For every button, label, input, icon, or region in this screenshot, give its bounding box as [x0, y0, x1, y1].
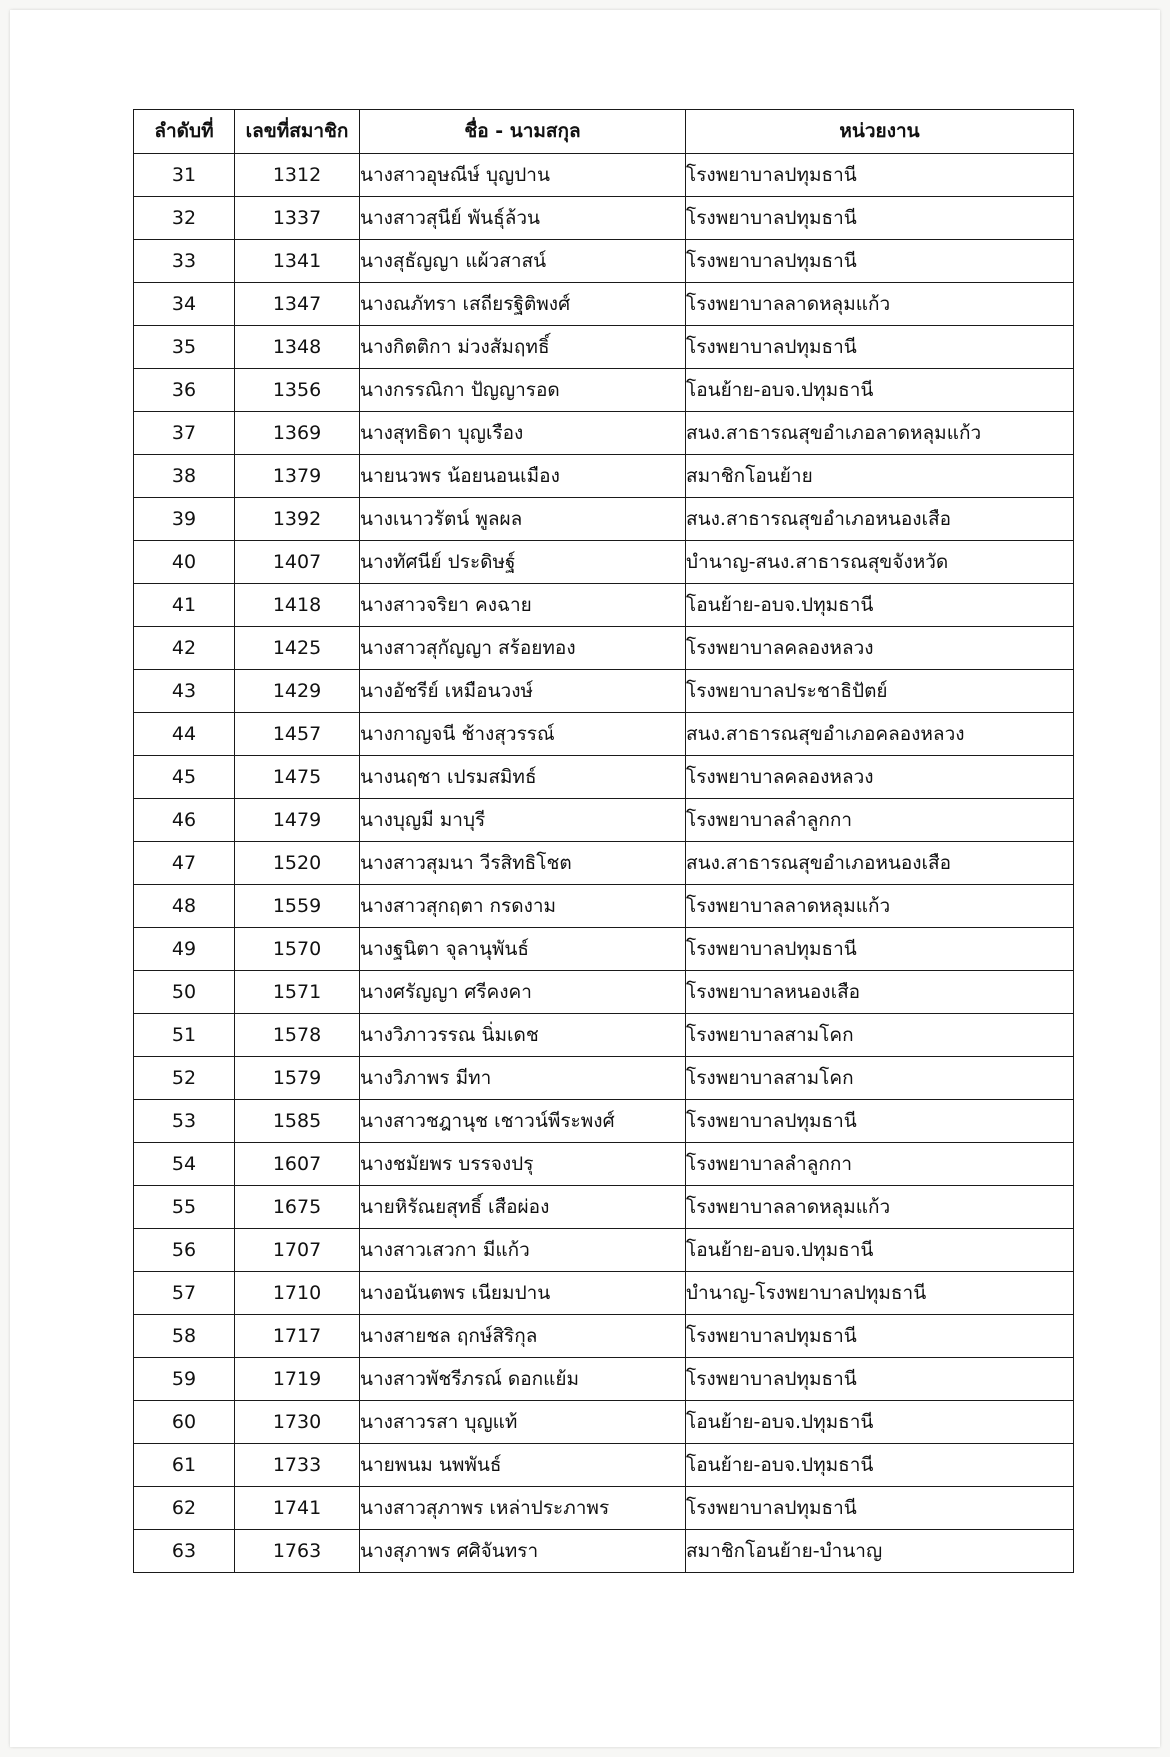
full-name-cell: นางสุธัญญา แผ้วสาสน์: [360, 240, 686, 283]
member-id-cell: 1559: [235, 885, 360, 928]
order-no-cell: 49: [134, 928, 235, 971]
full-name-cell: นางอัชรีย์ เหมือนวงษ์: [360, 670, 686, 713]
table-row: [134, 240, 1074, 283]
order-no-cell: 45: [134, 756, 235, 799]
unit-cell: โอนย้าย-อบจ.ปทุมธานี: [686, 1401, 1074, 1444]
full-name-cell: นางเนาวรัตน์ พูลผล: [360, 498, 686, 541]
member-table: [133, 109, 1074, 1573]
full-name-cell: นางสุทธิดา บุญเรือง: [360, 412, 686, 455]
order-no-cell: 53: [134, 1100, 235, 1143]
order-no-cell: 39: [134, 498, 235, 541]
member-id-cell: 1356: [235, 369, 360, 412]
unit-cell: โรงพยาบาลสามโคก: [686, 1014, 1074, 1057]
member-id-cell: 1719: [235, 1358, 360, 1401]
full-name-cell: นางบุญมี มาบุรี: [360, 799, 686, 842]
unit-cell: โรงพยาบาลประชาธิปัตย์: [686, 670, 1074, 713]
table-row: [134, 713, 1074, 756]
table-row: [134, 1272, 1074, 1315]
full-name-cell: นางฐนิตา จุลานุพันธ์: [360, 928, 686, 971]
order-no-cell: 54: [134, 1143, 235, 1186]
table-row: [134, 1057, 1074, 1100]
member-id-cell: 1741: [235, 1487, 360, 1530]
unit-cell: สนง.สาธารณสุขอำเภอลาดหลุมแก้ว: [686, 412, 1074, 455]
full-name-cell: นางสาวสุมนา วีรสิทธิโชต: [360, 842, 686, 885]
full-name-cell: นายหิรัณยสุทธิ์ เสือผ่อง: [360, 1186, 686, 1229]
member-id-cell: 1479: [235, 799, 360, 842]
unit-cell: โรงพยาบาลปทุมธานี: [686, 240, 1074, 283]
member-id-cell: 1407: [235, 541, 360, 584]
table-row: [134, 1315, 1074, 1358]
member-id-cell: 1730: [235, 1401, 360, 1444]
full-name-cell: นางวิภาวรรณ นิ่มเดช: [360, 1014, 686, 1057]
order-no-cell: 52: [134, 1057, 235, 1100]
full-name-cell: นางสาวสุภาพร เหล่าประภาพร: [360, 1487, 686, 1530]
full-name-cell: นางสาวอุษณีษ์ บุญปาน: [360, 154, 686, 197]
order-no-cell: 42: [134, 627, 235, 670]
full-name-cell: นางวิภาพร มีทา: [360, 1057, 686, 1100]
table-row: [134, 627, 1074, 670]
unit-cell: โรงพยาบาลคลองหลวง: [686, 627, 1074, 670]
table-row: [134, 1444, 1074, 1487]
unit-cell: โรงพยาบาลลำลูกกา: [686, 799, 1074, 842]
full-name-cell: นางอนันตพร เนียมปาน: [360, 1272, 686, 1315]
unit-cell: โรงพยาบาลลำลูกกา: [686, 1143, 1074, 1186]
unit-cell: โรงพยาบาลคลองหลวง: [686, 756, 1074, 799]
order-no-cell: 34: [134, 283, 235, 326]
order-no-cell: 60: [134, 1401, 235, 1444]
full-name-cell: นางสายชล ฤกษ์สิริกุล: [360, 1315, 686, 1358]
member-id-cell: 1341: [235, 240, 360, 283]
table-row: [134, 1401, 1074, 1444]
order-no-cell: 44: [134, 713, 235, 756]
member-id-cell: 1733: [235, 1444, 360, 1487]
member-id-cell: 1571: [235, 971, 360, 1014]
table-header-row: [134, 110, 1074, 154]
unit-cell: โรงพยาบาลลาดหลุมแก้ว: [686, 885, 1074, 928]
member-id-cell: 1710: [235, 1272, 360, 1315]
full-name-cell: นางศรัญญา ศรีคงคา: [360, 971, 686, 1014]
unit-cell: โรงพยาบาลปทุมธานี: [686, 928, 1074, 971]
member-id-cell: 1348: [235, 326, 360, 369]
member-id-cell: 1585: [235, 1100, 360, 1143]
full-name-cell: นางสาวเสวกา มีแก้ว: [360, 1229, 686, 1272]
member-id-cell: 1418: [235, 584, 360, 627]
member-id-cell: 1475: [235, 756, 360, 799]
table-row: [134, 283, 1074, 326]
unit-cell: โรงพยาบาลปทุมธานี: [686, 326, 1074, 369]
order-no-cell: 59: [134, 1358, 235, 1401]
member-id-cell: 1392: [235, 498, 360, 541]
full-name-cell: นางทัศนีย์ ประดิษฐ์: [360, 541, 686, 584]
table-row: [134, 928, 1074, 971]
unit-cell: โรงพยาบาลปทุมธานี: [686, 197, 1074, 240]
unit-cell: โอนย้าย-อบจ.ปทุมธานี: [686, 369, 1074, 412]
table-row: [134, 756, 1074, 799]
unit-cell: โรงพยาบาลสามโคก: [686, 1057, 1074, 1100]
full-name-cell: นางสาวสุนีย์ พันธุ์ล้วน: [360, 197, 686, 240]
order-no-cell: 41: [134, 584, 235, 627]
order-no-cell: 35: [134, 326, 235, 369]
unit-cell: สนง.สาธารณสุขอำเภอหนองเสือ: [686, 842, 1074, 885]
unit-cell: สนง.สาธารณสุขอำเภอหนองเสือ: [686, 498, 1074, 541]
unit-cell: บำนาญ-สนง.สาธารณสุขจังหวัด: [686, 541, 1074, 584]
order-no-cell: 61: [134, 1444, 235, 1487]
unit-cell: โรงพยาบาลลาดหลุมแก้ว: [686, 1186, 1074, 1229]
order-no-cell: 58: [134, 1315, 235, 1358]
unit-cell: โอนย้าย-อบจ.ปทุมธานี: [686, 584, 1074, 627]
order-no-cell: 31: [134, 154, 235, 197]
unit-cell: สมาชิกโอนย้าย-บำนาญ: [686, 1530, 1074, 1573]
full-name-cell: นางกิตติกา ม่วงสัมฤทธิ์: [360, 326, 686, 369]
table-row: [134, 541, 1074, 584]
full-name-cell: นางสาวชฎานุช เชาวน์พีระพงศ์: [360, 1100, 686, 1143]
order-no-cell: 32: [134, 197, 235, 240]
member-id-cell: 1570: [235, 928, 360, 971]
table-row: [134, 369, 1074, 412]
member-id-cell: 1578: [235, 1014, 360, 1057]
unit-cell: โรงพยาบาลปทุมธานี: [686, 1315, 1074, 1358]
table-row: [134, 154, 1074, 197]
member-id-cell: 1379: [235, 455, 360, 498]
unit-cell: โรงพยาบาลปทุมธานี: [686, 1487, 1074, 1530]
order-no-cell: 62: [134, 1487, 235, 1530]
order-no-cell: 51: [134, 1014, 235, 1057]
order-no-cell: 33: [134, 240, 235, 283]
unit-cell: โรงพยาบาลลาดหลุมแก้ว: [686, 283, 1074, 326]
full-name-cell: นางสุภาพร ศศิจันทรา: [360, 1530, 686, 1573]
table-row: [134, 455, 1074, 498]
table-row: [134, 498, 1074, 541]
member-id-cell: 1675: [235, 1186, 360, 1229]
unit-cell: โอนย้าย-อบจ.ปทุมธานี: [686, 1229, 1074, 1272]
member-id-cell: 1763: [235, 1530, 360, 1573]
full-name-cell: นายนวพร น้อยนอนเมือง: [360, 455, 686, 498]
table-body: [134, 154, 1074, 1573]
table-row: [134, 1186, 1074, 1229]
table-row: [134, 412, 1074, 455]
full-name-cell: นางสาวสุกัญญา สร้อยทอง: [360, 627, 686, 670]
unit-cell: โรงพยาบาลปทุมธานี: [686, 154, 1074, 197]
unit-cell: สนง.สาธารณสุขอำเภอคลองหลวง: [686, 713, 1074, 756]
full-name-cell: นางนฤชา เปรมสมิทธ์: [360, 756, 686, 799]
member-id-cell: 1579: [235, 1057, 360, 1100]
order-no-cell: 48: [134, 885, 235, 928]
header-unit: หน่วยงาน: [686, 110, 1074, 154]
member-id-cell: 1369: [235, 412, 360, 455]
order-no-cell: 43: [134, 670, 235, 713]
order-no-cell: 50: [134, 971, 235, 1014]
member-id-cell: 1607: [235, 1143, 360, 1186]
table-row: [134, 1530, 1074, 1573]
table-row: [134, 1487, 1074, 1530]
table-row: [134, 584, 1074, 627]
header-full-name: ชื่อ - นามสกุล: [360, 110, 686, 154]
unit-cell: สมาชิกโอนย้าย: [686, 455, 1074, 498]
table-row: [134, 326, 1074, 369]
unit-cell: โรงพยาบาลปทุมธานี: [686, 1100, 1074, 1143]
order-no-cell: 56: [134, 1229, 235, 1272]
member-id-cell: 1337: [235, 197, 360, 240]
full-name-cell: นางสาวสุกฤตา กรดงาม: [360, 885, 686, 928]
member-id-cell: 1520: [235, 842, 360, 885]
member-id-cell: 1425: [235, 627, 360, 670]
table-row: [134, 885, 1074, 928]
order-no-cell: 46: [134, 799, 235, 842]
table-row: [134, 670, 1074, 713]
table-row: [134, 197, 1074, 240]
member-id-cell: 1707: [235, 1229, 360, 1272]
order-no-cell: 37: [134, 412, 235, 455]
document-page: [10, 10, 1160, 1747]
order-no-cell: 40: [134, 541, 235, 584]
order-no-cell: 47: [134, 842, 235, 885]
unit-cell: โรงพยาบาลหนองเสือ: [686, 971, 1074, 1014]
full-name-cell: นายพนม นพพันธ์: [360, 1444, 686, 1487]
member-id-cell: 1717: [235, 1315, 360, 1358]
unit-cell: โอนย้าย-อบจ.ปทุมธานี: [686, 1444, 1074, 1487]
full-name-cell: นางสาวพัชรีภรณ์ ดอกแย้ม: [360, 1358, 686, 1401]
full-name-cell: นางสาวจริยา คงฉาย: [360, 584, 686, 627]
order-no-cell: 38: [134, 455, 235, 498]
table-row: [134, 1014, 1074, 1057]
table-row: [134, 842, 1074, 885]
header-member-id: เลขที่สมาชิก: [235, 110, 360, 154]
member-id-cell: 1457: [235, 713, 360, 756]
order-no-cell: 57: [134, 1272, 235, 1315]
full-name-cell: นางสาวรสา บุญแท้: [360, 1401, 686, 1444]
table-row: [134, 1358, 1074, 1401]
table-row: [134, 1100, 1074, 1143]
table-row: [134, 971, 1074, 1014]
order-no-cell: 63: [134, 1530, 235, 1573]
order-no-cell: 55: [134, 1186, 235, 1229]
unit-cell: โรงพยาบาลปทุมธานี: [686, 1358, 1074, 1401]
member-id-cell: 1429: [235, 670, 360, 713]
member-id-cell: 1312: [235, 154, 360, 197]
unit-cell: บำนาญ-โรงพยาบาลปทุมธานี: [686, 1272, 1074, 1315]
full-name-cell: นางณภัทรา เสถียรฐิติพงศ์: [360, 283, 686, 326]
header-order-no: ลำดับที่: [134, 110, 235, 154]
full-name-cell: นางกรรณิกา ปัญญารอด: [360, 369, 686, 412]
order-no-cell: 36: [134, 369, 235, 412]
full-name-cell: นางชมัยพร บรรจงปรุ: [360, 1143, 686, 1186]
table-row: [134, 1229, 1074, 1272]
full-name-cell: นางกาญจนี ช้างสุวรรณ์: [360, 713, 686, 756]
table-row: [134, 1143, 1074, 1186]
member-id-cell: 1347: [235, 283, 360, 326]
table-row: [134, 799, 1074, 842]
